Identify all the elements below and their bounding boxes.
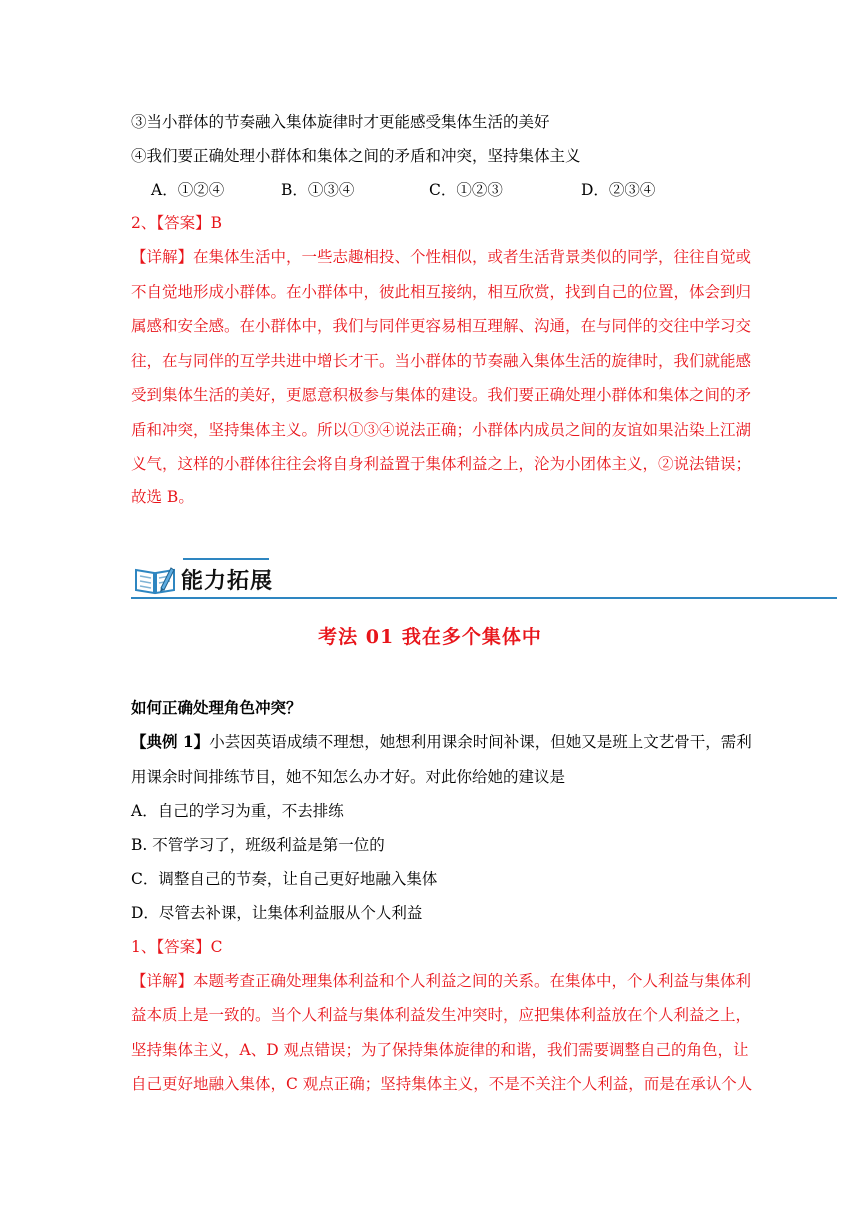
q2-explain-line-4: 往，在与同伴的互学共进中增长才干。当小群体的节奏融入集体生活的旋律时，我们就能感: [131, 352, 752, 370]
explain-tag: 【详解】: [131, 248, 194, 266]
q2-option-c: C．①②③: [429, 181, 503, 199]
q2-explain-line-1: 【详解】在集体生活中，一些志趣相投、个性相似，或者生活背景类似的同学，往往自觉或: [131, 248, 752, 266]
section-heading: 考法 01 我在多个集体中: [318, 626, 542, 648]
book-icon: [133, 562, 177, 596]
q2-option-b: B．①③④: [281, 181, 355, 199]
q2-options: [151, 178, 751, 200]
example-tag: 【典例 1】: [131, 732, 210, 751]
q2-explain-line-5: 受到集体生活的美好，更愿意积极参与集体的建设。我们要正确处理小群体和集体之间的矛: [131, 386, 752, 404]
q2-statement-3: ③当小群体的节奏融入集体旋律时才更能感受集体生活的美好: [131, 113, 550, 131]
ability-banner: [131, 556, 837, 602]
ex-explain-line-3: 坚持集体主义，A、D 观点错误；为了保持集体旋律的和谐，我们需要调整自己的角色，让: [131, 1041, 749, 1059]
example-option-c: C．调整自己的节奏，让自己更好地融入集体: [131, 870, 438, 888]
banner-top-rule: [183, 558, 269, 560]
example-line-1: 【典例 1】小芸因英语成绩不理想，她想利用课余时间补课，但她又是班上文艺骨干，需利: [131, 732, 752, 751]
q2-answer: 2、【答案】B: [131, 214, 223, 232]
example-option-d: D．尽管去补课，让集体利益服从个人利益: [131, 904, 423, 922]
subheading: 如何正确处理角色冲突？: [131, 698, 302, 717]
q2-option-a: A．①②④: [151, 181, 225, 199]
q2-explain-line-6: 盾和冲突，坚持集体主义。所以①③④说法正确；小群体内成员之间的友谊如果沾染上江湖: [131, 421, 752, 439]
banner-rule: [131, 597, 837, 599]
example-answer: 1、【答案】C: [131, 938, 223, 956]
example-line-2: 用课余时间排练节目，她不知怎么办才好。对此你给她的建议是: [131, 768, 566, 786]
banner-title: 能力拓展: [181, 569, 274, 594]
example-option-a: A．自己的学习为重，不去排练: [131, 802, 344, 820]
q2-explain-line-2: 不自觉地形成小群体。在小群体中，彼此相互接纳，相互欣赏，找到自己的位置，体会到归: [131, 283, 752, 301]
example-option-b: B. 不管学习了，班级利益是第一位的: [131, 836, 385, 854]
ex-explain-line-1: 【详解】本题考查正确处理集体利益和个人利益之间的关系。在集体中，个人利益与集体利: [131, 972, 752, 990]
explain-tag: 【详解】: [131, 972, 194, 990]
q2-explain-line-3: 属感和安全感。在小群体中，我们与同伴更容易相互理解、沟通，在与同伴的交往中学习交: [131, 317, 752, 335]
q2-statement-4: ④我们要正确处理小群体和集体之间的矛盾和冲突，坚持集体主义: [131, 147, 581, 165]
q2-explain-line-7: 义气，这样的小群体往往会将自身利益置于集体利益之上，沦为小团体主义，②说法错误；: [131, 455, 752, 473]
q2-option-d: D．②③④: [581, 181, 656, 199]
q2-explain-line-8: 故选 B。: [131, 488, 194, 506]
ex-explain-line-2: 益本质上是一致的。当个人利益与集体利益发生冲突时，应把集体利益放在个人利益之上，: [131, 1006, 752, 1024]
ex-explain-line-4: 自己更好地融入集体，C 观点正确；坚持集体主义，不是不关注个人利益，而是在承认个人: [131, 1075, 753, 1093]
